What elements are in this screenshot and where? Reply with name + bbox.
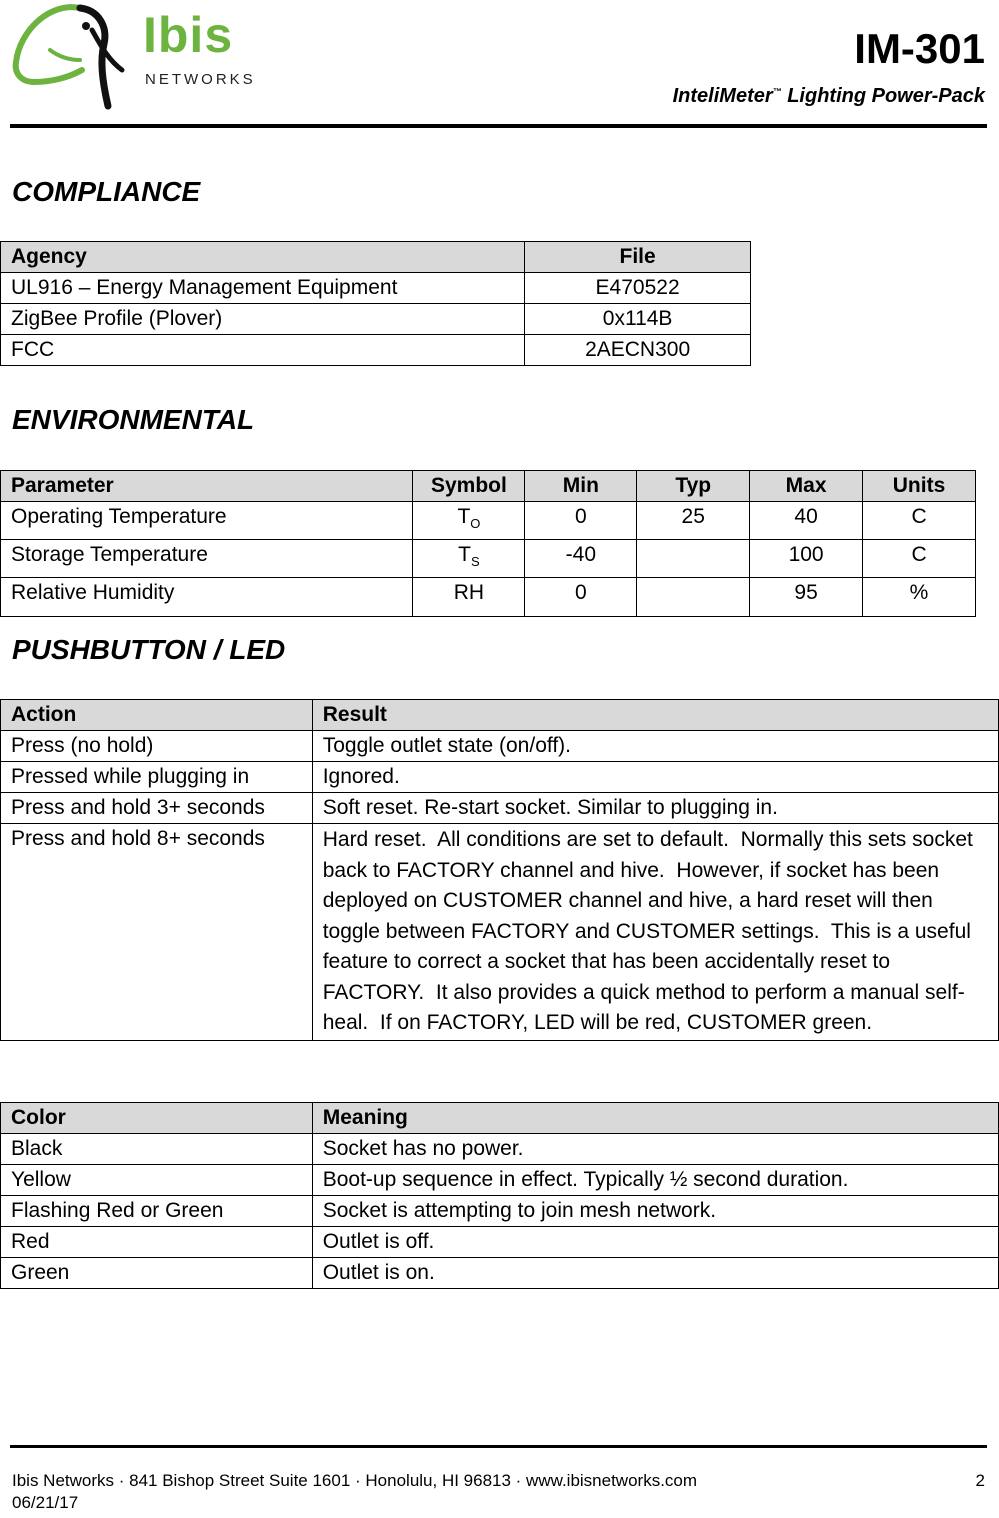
symbol-letter: T — [457, 505, 471, 528]
table-row — [1, 731, 999, 762]
parameter-cell: Relative Humidity — [1, 578, 413, 616]
color-cell: Flashing Red or Green — [1, 1196, 313, 1227]
max-cell: 95 — [750, 578, 863, 616]
table-header-row — [1, 242, 751, 273]
result-cell: Ignored. — [312, 762, 998, 793]
units-cell: C — [863, 540, 976, 578]
action-cell: Press (no hold) — [1, 731, 313, 762]
document-subtitle — [673, 86, 985, 106]
pushbutton-led-heading: PUSHBUTTON / LED — [12, 634, 286, 665]
table-row — [1, 1227, 999, 1258]
typ-cell — [637, 578, 750, 616]
action-cell: Press and hold 8+ seconds — [1, 824, 313, 1041]
table-row — [1, 578, 976, 616]
max-cell: 40 — [750, 502, 863, 540]
table-row — [1, 335, 751, 366]
page-header — [0, 0, 999, 128]
result-cell: Hard reset. All conditions are set to default. Normally this sets socket back to FACTORY channel and hive. However, if socket has been deployed on CUSTOMER channel and hive, a hard reset will then toggle between FACTORY and CUSTOMER settings. This is a useful feature to correct a socket that has been accidentally reset to FACTORY. It also provides a quick method to perform a manual self-heal. If on FACTORY, LED will be red, CUSTOMER green. — [312, 824, 998, 1041]
parameter-cell: Operating Temperature — [1, 502, 413, 540]
column-header: Color — [1, 1103, 313, 1134]
result-cell: Toggle outlet state (on/off). — [312, 731, 998, 762]
agency-cell: UL916 – Energy Management Equipment — [1, 273, 525, 304]
footer-divider — [10, 1445, 987, 1448]
logo-word: Ibis — [143, 7, 234, 63]
table-row — [1, 762, 999, 793]
result-cell: Soft reset. Re-start socket. Similar to plugging in. — [312, 793, 998, 824]
color-cell: Black — [1, 1134, 313, 1165]
pushbutton-table — [0, 699, 999, 1041]
file-cell: E470522 — [525, 273, 751, 304]
environmental-heading: ENVIRONMENTAL — [12, 404, 255, 435]
meaning-cell: Socket has no power. — [312, 1134, 998, 1165]
table-row — [1, 793, 999, 824]
units-cell: C — [863, 502, 976, 540]
ibis-networks-logo — [10, 0, 260, 112]
footer-date: 06/21/17 — [12, 1493, 79, 1513]
footer-info — [12, 1470, 697, 1514]
footer-address: Ibis Networks · 841 Bishop Street Suite 1601 · Honolulu, HI 96813 · www.ibisnetworks.com — [12, 1471, 698, 1490]
table-row — [1, 502, 976, 540]
table-header-row — [1, 471, 976, 502]
max-cell: 100 — [750, 540, 863, 578]
ibis-bird-icon — [10, 0, 135, 112]
column-header: Min — [525, 471, 637, 502]
symbol-cell — [413, 578, 525, 616]
column-header: Units — [863, 471, 976, 502]
meaning-cell: Outlet is on. — [312, 1258, 998, 1289]
column-header: File — [525, 242, 751, 273]
symbol-cell — [413, 540, 525, 578]
units-cell: % — [863, 578, 976, 616]
page-number: 2 — [975, 1471, 985, 1490]
color-cell: Green — [1, 1258, 313, 1289]
file-cell: 0x114B — [525, 304, 751, 335]
table-row — [1, 1134, 999, 1165]
table-row — [1, 273, 751, 304]
min-cell: 0 — [525, 578, 637, 616]
table-row — [1, 824, 999, 1041]
symbol-letter: T — [458, 543, 471, 567]
file-cell: 2AECN300 — [525, 335, 751, 366]
compliance-heading: COMPLIANCE — [12, 176, 201, 207]
meaning-cell: Boot-up sequence in effect. Typically ½ second duration. — [312, 1165, 998, 1196]
table-row — [1, 540, 976, 578]
column-header: Agency — [1, 242, 525, 273]
column-header: Parameter — [1, 471, 413, 502]
symbol-cell — [413, 502, 525, 540]
table-row — [1, 1258, 999, 1289]
symbol-letter: RH — [453, 581, 485, 605]
column-header: Result — [312, 700, 998, 731]
logo-subtitle: NETWORKS — [145, 71, 256, 88]
typ-cell: 25 — [637, 502, 750, 540]
environmental-table — [0, 470, 976, 617]
table-row — [1, 304, 751, 335]
trademark-symbol: ™ — [772, 86, 782, 97]
column-header: Typ — [637, 471, 750, 502]
typ-cell — [637, 540, 750, 578]
agency-cell: FCC — [1, 335, 525, 366]
led-color-table — [0, 1102, 999, 1289]
compliance-table — [0, 241, 751, 366]
subtitle-product: InteliMeter — [672, 85, 773, 107]
meaning-cell: Outlet is off. — [312, 1227, 998, 1258]
table-row — [1, 1196, 999, 1227]
symbol-subscript: S — [471, 554, 480, 570]
color-cell: Yellow — [1, 1165, 313, 1196]
symbol-subscript: O — [470, 516, 481, 532]
column-header: Max — [750, 471, 863, 502]
min-cell: -40 — [525, 540, 637, 578]
column-header: Meaning — [312, 1103, 998, 1134]
table-row — [1, 1165, 999, 1196]
parameter-cell: Storage Temperature — [1, 540, 413, 578]
table-header-row — [1, 700, 999, 731]
document-title: IM-301 — [854, 25, 985, 72]
agency-cell: ZigBee Profile (Plover) — [1, 304, 525, 335]
column-header: Symbol — [413, 471, 525, 502]
column-header: Action — [1, 700, 313, 731]
color-cell: Red — [1, 1227, 313, 1258]
action-cell: Pressed while plugging in — [1, 762, 313, 793]
min-cell: 0 — [525, 502, 637, 540]
table-header-row — [1, 1103, 999, 1134]
meaning-cell: Socket is attempting to join mesh network. — [312, 1196, 998, 1227]
subtitle-rest: Lighting Power-Pack — [781, 85, 985, 107]
header-divider — [10, 124, 987, 128]
action-cell: Press and hold 3+ seconds — [1, 793, 313, 824]
